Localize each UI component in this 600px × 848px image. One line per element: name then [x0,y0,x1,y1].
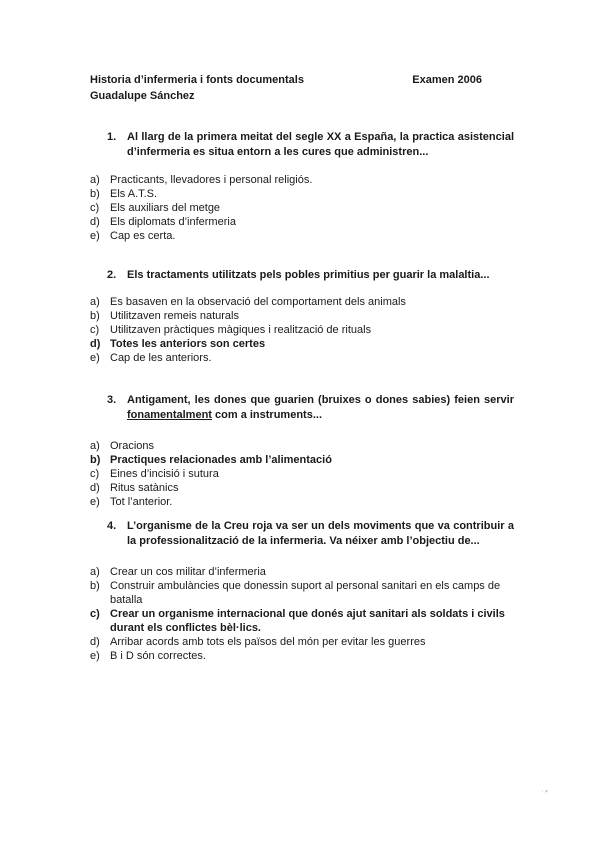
question-number: 4. [107,520,117,532]
question-text: Els tractaments utilitzats pels pobles primitius per guarir la malaltia... [127,269,490,281]
option-d: d) Totes les anteriors son certes [90,338,266,350]
question-number: 1. [107,131,117,143]
question-text: L’organisme de la Creu roja va ser un dels moviments que va contribuir a la professionalització de la infermeria. Va néixer amb l’objectiu de... [127,520,514,547]
options-list [90,565,514,663]
options-list [90,295,514,365]
option-b: b) Els A.T.S. [90,188,158,200]
exam-label: Examen 2006 [412,74,482,86]
options-list [90,439,514,509]
question-2 [90,268,514,365]
option-e: e) Tot l’anterior. [90,496,173,508]
author-name: Guadalupe Sánchez [90,90,195,102]
option-c: c) Eines d’incisió i sutura [90,468,219,480]
course-title: Historia d’infermeria i fonts documentals [90,74,304,86]
option-a: a) Practicants, llevadores i personal religiós. [90,174,313,186]
underlined-word: fonamentalment [127,409,212,421]
corner-mark: · ⸗ [541,788,548,795]
option-a: a) Es basaven en la observació del comportament dels animals [90,296,406,308]
option-b: b) Construir ambulàncies que donessin suport al personal sanitari en els camps de batalla [90,580,501,606]
option-d: d) Ritus satànics [90,482,179,494]
option-b: b) Utilitzaven remeis naturals [90,310,239,322]
options-list [90,173,514,243]
option-e: e) B i D són correctes. [90,650,206,662]
option-d: d) Els diplomats d’infermeria [90,216,236,228]
option-a: a) Oracions [90,440,155,452]
option-d: d) Arribar acords amb tots els països del món per evitar les guerres [90,636,426,648]
page-header [90,72,510,104]
option-c: c) Els auxiliars del metge [90,202,221,214]
question-3 [90,393,514,509]
option-a: a) Crear un cos militar d’infermeria [90,566,266,578]
question-text: Antigament, les dones que guarien (bruixes o dones sabies) feien servir fonamentalment com a instruments... [127,394,514,421]
question-4 [90,519,514,663]
question-1 [90,130,514,243]
question-number: 2. [107,269,117,281]
question-text: Al llarg de la primera meitat del segle XX a España, la practica asistencial d’infermeria es situa entorn a les cures que administren... [127,131,514,158]
option-b: b) Practiques relacionades amb l’alimentació [90,454,332,466]
question-number: 3. [107,394,117,406]
option-e: e) Cap de les anteriors. [90,352,212,364]
option-c: c) Crear un organisme internacional que donés ajut sanitari als soldats i civils durant els conflictes bèl·lics. [90,608,505,634]
option-e: e) Cap es certa. [90,230,176,242]
option-c: c) Utilitzaven pràctiques màgiques i realització de rituals [90,324,372,336]
